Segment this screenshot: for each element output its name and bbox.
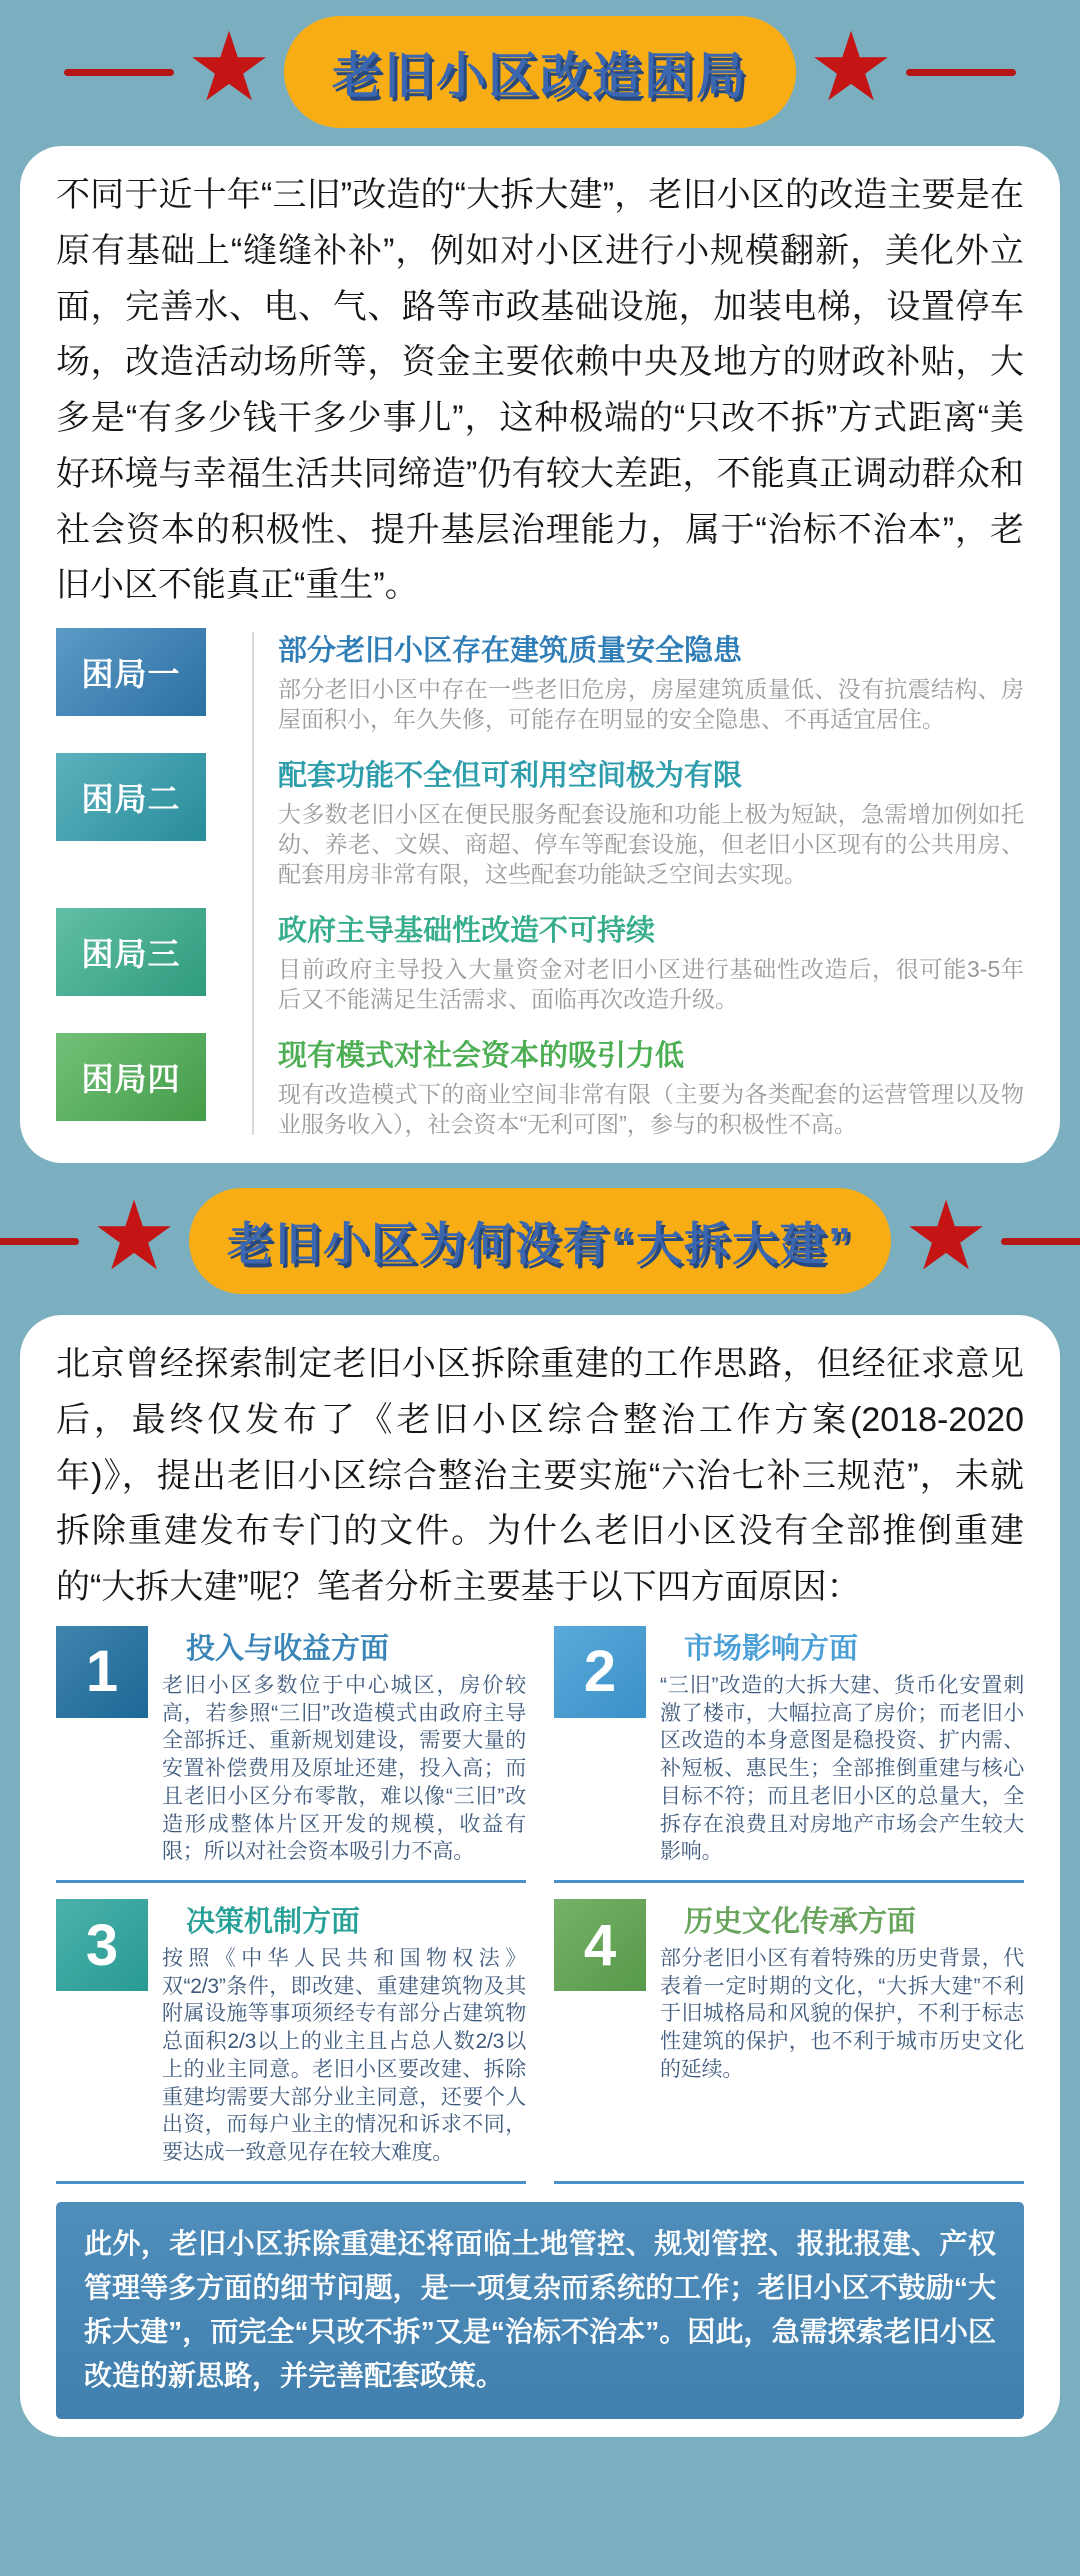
section2-title: 老旧小区为何没有“大拆大建” (227, 1218, 853, 1271)
dilemma-item-1 (56, 628, 1024, 735)
conclusion-text: 此外，老旧小区拆除重建还将面临土地管控、规划管控、报批报建、产权管理等多方面的细节问题，是一项复杂而系统的工作；老旧小区不鼓励“大拆大建”，而完全“只改不拆”又是“治标不治本”。因此，急需探索老旧小区改造的新思路，并完善配套政策。 (84, 2227, 996, 2392)
star-icon-left-2: ★ (90, 1183, 177, 1291)
section2-header (0, 1183, 1080, 1295)
section1-card (20, 146, 1060, 1163)
reason-title-4: 历史文化传承方面 (684, 1906, 917, 1939)
reason-grid (56, 1626, 1024, 2184)
dilemma-description-3: 目前政府主导投入大量资金对老旧小区进行基础性改造后，很可能3-5年后又不能满足生活需求、面临再次改造升级。 (278, 955, 1024, 1013)
dilemma-label-2: 困局二 (56, 753, 206, 841)
star-icon-right: ★ (808, 14, 895, 121)
reason-description-4: 部分老旧小区有着特殊的历史背景，代表着一定时期的文化，“大拆大建”不利于旧城格局和风貌的保护，不利于标志性建筑的保护，也不利于城市历史文化的延续。 (660, 1947, 1024, 2081)
star-icon-right-2: ★ (903, 1183, 990, 1291)
decorative-line-left-2 (0, 1238, 79, 1245)
reason-description-3: 按照《中华人民共和国物权法》双“2/3”条件，即改建、重建建筑物及其附属设施等事项须经专有部分占建筑物总面积2/3以上的业主且占总人数2/3以上的业主同意。老旧小区要改建、拆除重建均需要大部分业主同意，还要个人出资，而每户业主的情况和诉求不同，要达成一致意见存在较大难度。 (162, 1947, 526, 2165)
dilemma-title-4: 现有模式对社会资本的吸引力低 (278, 1039, 685, 1072)
dilemma-label-1: 困局一 (56, 628, 206, 716)
decorative-line-right (906, 69, 1016, 76)
section2-card (20, 1315, 1060, 2436)
reason-title-2: 市场影响方面 (684, 1632, 859, 1665)
star-icon-left: ★ (185, 14, 272, 121)
dilemma-item-2 (56, 753, 1024, 890)
reason-description-1: 老旧小区多数位于中心城区，房价较高，若参照“三旧”改造模式由政府主导全部拆迁、重新规划建设，需要大量的安置补偿费用及原址还建，投入高；而且老旧小区分布零散，难以像“三旧”改造形成整体片区开发的规模，收益有限；所以对社会资本吸引力不高。 (162, 1673, 526, 1864)
dilemma-description-1: 部分老旧小区中存在一些老旧危房，房屋建筑质量低、没有抗震结构、房屋面积小，年久失修，可能存在明显的安全隐患、不再适宜居住。 (278, 676, 1024, 733)
dilemma-list (56, 628, 1024, 1139)
dilemma-item-4 (56, 1033, 1024, 1140)
dilemma-item-3 (56, 908, 1024, 1015)
dilemma-label-3: 困局三 (56, 908, 206, 996)
reason-cell-4 (554, 1899, 1024, 2184)
reason-number-2: 2 (554, 1626, 646, 1718)
dilemma-title-2: 配套功能不全但可利用空间极为有限 (278, 759, 743, 792)
reason-number-3: 3 (56, 1899, 148, 1991)
dilemma-title-1: 部分老旧小区存在建筑质量安全隐患 (278, 635, 743, 667)
section2-title-pill (189, 1188, 891, 1294)
reason-cell-2 (554, 1626, 1024, 1883)
reason-title-1: 投入与收益方面 (186, 1632, 390, 1665)
reason-number-4: 4 (554, 1899, 646, 1991)
decorative-line-left (64, 69, 174, 76)
reason-number-1: 1 (56, 1626, 148, 1718)
conclusion-box (56, 2202, 1024, 2419)
section1-header (0, 14, 1080, 126)
dilemma-title-3: 政府主导基础性改造不可持续 (278, 914, 656, 947)
reason-cell-3 (56, 1899, 526, 2184)
dilemma-label-4: 困局四 (56, 1033, 206, 1121)
section1-title-pill (284, 16, 796, 128)
section2-intro-paragraph: 北京曾经探索制定老旧小区拆除重建的工作思路，但经征求意见后，最终仅发布了《老旧小区综合整治工作方案(2018-2020年)》，提出老旧小区综合整治主要实施“六治七补三规范”，未就拆除重建发布专门的文件。为什么老旧小区没有全部推倒重建的“大拆大建”呢？笔者分析主要基于以下四方面原因： (56, 1345, 1024, 1607)
dilemma-description-4: 现有改造模式下的商业空间非常有限（主要为各类配套的运营管理以及物业服务收入），社会资本“无利可图”，参与的积极性不高。 (278, 1080, 1024, 1137)
reason-cell-1 (56, 1626, 526, 1883)
reason-title-3: 决策机制方面 (186, 1906, 361, 1939)
section1-intro-paragraph: 不同于近十年“三旧”改造的“大拆大建”，老旧小区的改造主要是在原有基础上“缝缝补补”，例如对小区进行小规模翻新，美化外立面，完善水、电、气、路等市政基础设施，加装电梯，设置停车场，改造活动场所等，资金主要依赖中央及地方的财政补贴，大多是“有多少钱干多少事儿”，这种极端的“只改不拆”方式距离“美好环境与幸福生活共同缔造”仍有较大差距，不能真正调动群众和社会资本的积极性、提升基层治理能力，属于“治标不治本”，老旧小区不能真正“重生”。 (56, 176, 1024, 605)
dilemma-description-2: 大多数老旧小区在便民服务配套设施和功能上极为短缺，急需增加例如托幼、养老、文娱、商超、停车等配套设施，但老旧小区现有的公共用房、配套用房非常有限，这些配套功能缺乏空间去实现。 (278, 800, 1024, 888)
vertical-divider (252, 632, 254, 1135)
decorative-line-right-2 (1001, 1238, 1080, 1245)
reason-description-2: “三旧”改造的大拆大建、货币化安置刺激了楼市，大幅拉高了房价；而老旧小区改造的本身意图是稳投资、扩内需、补短板、惠民生；全部推倒重建与核心目标不符；而且老旧小区的总量大，全拆存在浪费且对房地产市场会产生较大影响。 (660, 1673, 1024, 1864)
section1-title: 老旧小区改造困局 (332, 48, 748, 104)
